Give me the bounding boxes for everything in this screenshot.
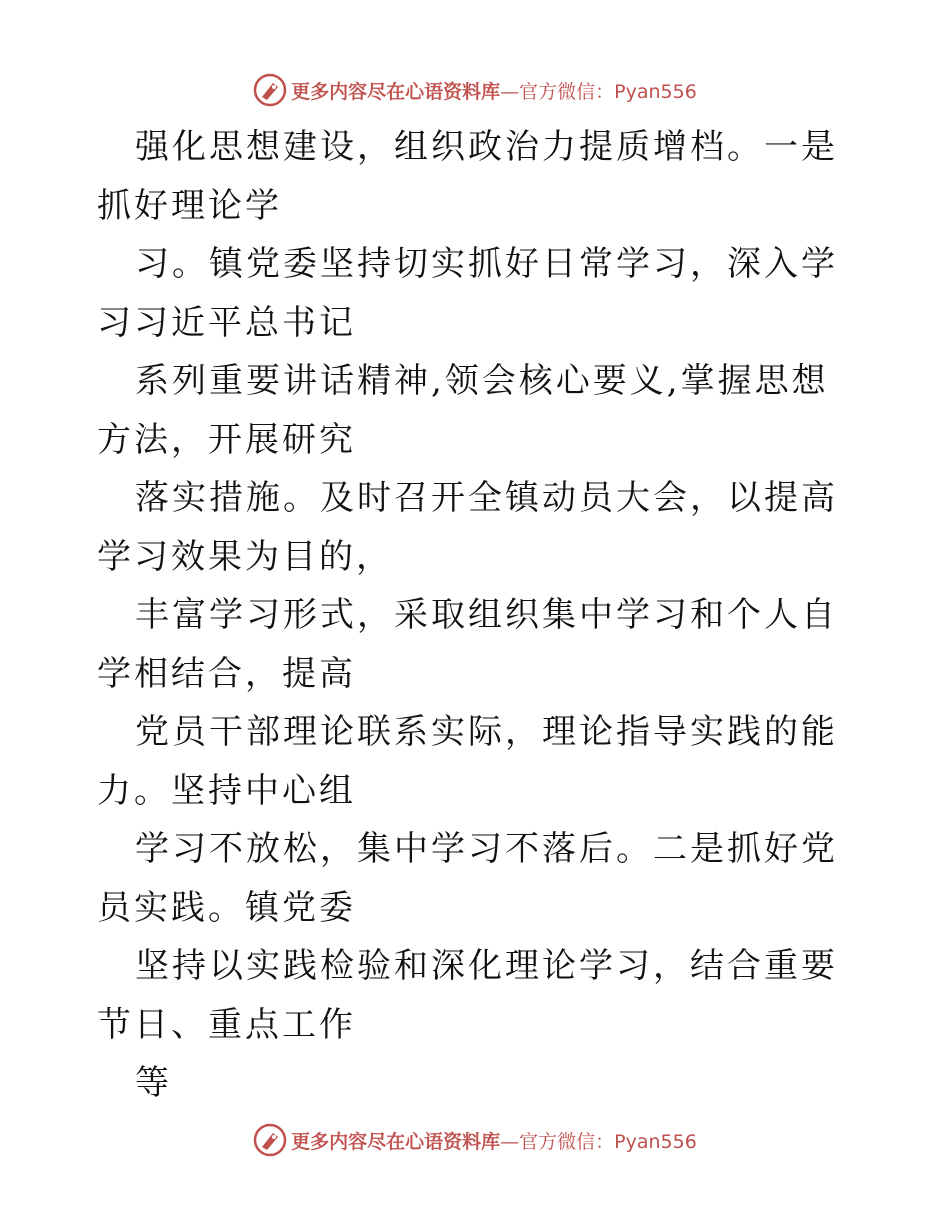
paragraph: 系列重要讲话精神,领会核心要义,掌握思想方法，开展研究: [97, 361, 829, 460]
paragraph: 习。镇党委坚持切实抓好日常学习，深入学习习近平总书记: [97, 244, 838, 343]
paragraph: 强化思想建设，组织政治力提质增档。一是抓好理论学: [97, 127, 838, 226]
paragraph: 党员干部理论联系实际，理论指导实践的能力。坚持中心组: [97, 712, 838, 811]
paragraph: 学习不放松，集中学习不落后。二是抓好党员实践。镇党委: [97, 829, 838, 928]
header-banner: [0, 70, 950, 110]
paragraph: 落实措施。及时召开全镇动员大会，以提高学习效果为目的，: [97, 478, 838, 577]
paragraph: 丰富学习形式，采取组织集中学习和个人自学相结合，提高: [97, 595, 838, 694]
paragraph: 坚持以实践检验和深化理论学习，结合重要节日、重点工作: [97, 946, 838, 1045]
document-body: [97, 118, 857, 1113]
banner-text: 更多内容尽在心语资料库—官方微信：Pyan556: [291, 80, 697, 103]
footer-banner: [0, 1120, 950, 1160]
pen-nib-logo-icon: [253, 73, 287, 107]
paragraph: 等: [135, 1063, 172, 1103]
pen-nib-logo-icon: [253, 1123, 287, 1157]
banner-text: 更多内容尽在心语资料库—官方微信：Pyan556: [291, 1130, 697, 1153]
